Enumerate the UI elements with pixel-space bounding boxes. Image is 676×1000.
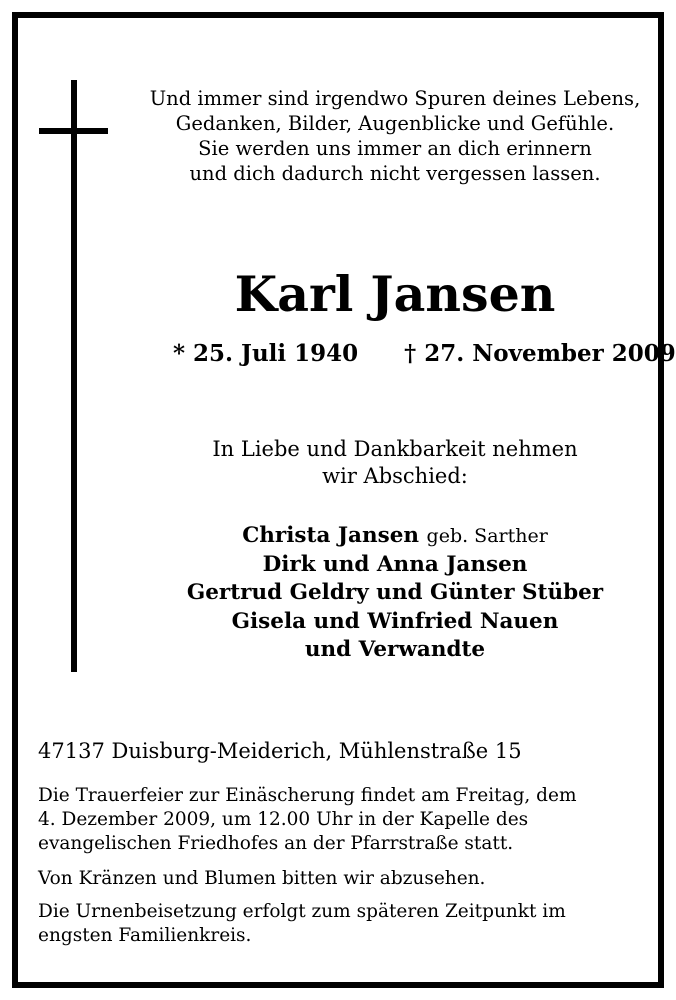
poem bbox=[140, 86, 650, 186]
service-line: evangelischen Friedhofes an der Pfarrstraße statt. bbox=[38, 833, 514, 854]
mourner-line: und Verwandte bbox=[304, 637, 486, 662]
death-date: † 27. November 2009 bbox=[404, 340, 676, 367]
farewell-text bbox=[140, 436, 650, 490]
flowers-note bbox=[38, 867, 485, 891]
flowers-line: Von Kränzen und Blumen bitten wir abzusehen. bbox=[38, 868, 486, 889]
urn-line: Die Urnenbeisetzung erfolgt zum späteren Zeitpunkt im bbox=[38, 901, 566, 922]
service-line: 4. Dezember 2009, um 12.00 Uhr in der Kapelle des bbox=[38, 809, 529, 830]
mourner-line: Gisela und Winfried Nauen bbox=[231, 608, 559, 634]
mourner-name: Christa Jansen bbox=[242, 523, 420, 548]
service-line: Die Trauerfeier zur Einäscherung findet am Freitag, dem bbox=[38, 785, 577, 806]
mourners-list bbox=[140, 522, 650, 665]
life-dates bbox=[173, 338, 676, 370]
urn-note bbox=[38, 900, 566, 948]
mourner-line: Gertrud Geldry und Günter Stüber bbox=[186, 580, 604, 605]
birth-date: * 25. Juli 1940 bbox=[173, 340, 359, 367]
mourner-line: Dirk und Anna Jansen bbox=[262, 551, 528, 577]
farewell-line: wir Abschied: bbox=[322, 464, 468, 488]
mourner-line bbox=[140, 522, 650, 551]
poem-line: und dich dadurch nicht vergessen lassen. bbox=[189, 162, 601, 185]
poem-line: Und immer sind irgendwo Spuren deines Lebens, bbox=[149, 87, 641, 110]
address: 47137 Duisburg-Meiderich, Mühlenstraße 15 bbox=[38, 739, 522, 763]
urn-line: engsten Familienkreis. bbox=[38, 925, 252, 946]
deceased-name: Karl Jansen bbox=[234, 265, 556, 323]
poem-line: Sie werden uns immer an dich erinnern bbox=[198, 137, 592, 160]
service-info bbox=[38, 784, 577, 856]
maiden-name: geb. Sarther bbox=[426, 525, 548, 547]
poem-line: Gedanken, Bilder, Augenblicke und Gefühle. bbox=[175, 112, 615, 135]
cross-icon bbox=[71, 80, 77, 672]
cross-icon-bar bbox=[39, 128, 108, 134]
farewell-line: In Liebe und Dankbarkeit nehmen bbox=[212, 437, 578, 461]
